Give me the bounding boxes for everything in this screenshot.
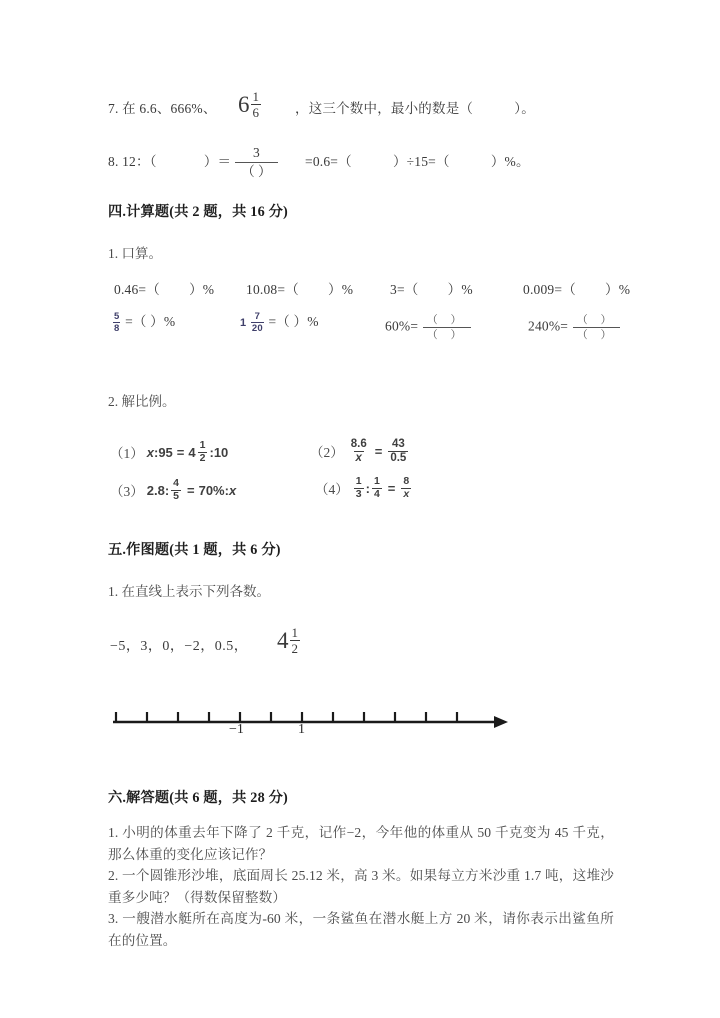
equals-sign: =	[187, 482, 195, 498]
mixed-denominator: 2	[291, 641, 298, 656]
q1-label: 口算。	[121, 246, 162, 261]
question-8-seg3: =0.6=（	[305, 154, 352, 169]
item-label: （2）	[310, 445, 344, 461]
blank-fraction	[423, 314, 471, 341]
equals-sign: =	[387, 480, 396, 496]
fraction-numerator: 1	[355, 475, 362, 487]
question-7-number: 7.	[108, 101, 119, 116]
item-label: （3）	[110, 484, 144, 500]
percent-label: 60%	[385, 318, 411, 334]
number-list: −5，3，0，−2，0.5，	[110, 639, 249, 654]
equals-sign: =	[176, 444, 185, 460]
question-7-text-before: 在 6.6、666%、	[122, 101, 217, 116]
q2-label: 解比例。	[121, 394, 176, 409]
oral-calc-tail: =（ ）%	[125, 314, 176, 330]
oral-calc-expr: 0.46=（	[114, 282, 160, 297]
proportion-item-2	[310, 438, 410, 464]
number-line-ticks	[116, 712, 457, 722]
mixed-numerator: 1	[252, 89, 259, 104]
section-six-heading: 六.解答题(共 6 题，共 28 分)	[108, 790, 288, 806]
mixed-denominator: 6	[252, 105, 259, 120]
value-2-8: 2.8:	[146, 482, 170, 498]
section-four-q1-title	[108, 242, 162, 262]
mixed-fraction	[198, 440, 208, 464]
fraction-right	[388, 438, 408, 464]
proportion-item-1	[110, 440, 228, 464]
fraction-eight-over-x	[401, 476, 411, 500]
fraction-denominator: 0.5	[390, 452, 407, 465]
question-8-number: 8.	[108, 154, 119, 169]
fraction-denominator: 5	[173, 490, 179, 503]
fraction-one-fourth	[372, 476, 382, 500]
question-8-seg2: ）＝	[203, 154, 232, 169]
oral-calc-item-1	[114, 280, 214, 300]
oral-calc-item-5	[112, 312, 175, 334]
fraction-denominator: x	[403, 488, 410, 501]
mixed-whole: 1	[240, 317, 247, 330]
number-line-label-one: 1	[298, 722, 305, 737]
number-line-arrow-icon	[494, 716, 508, 728]
question-7-mixed-number	[238, 90, 262, 119]
number-line-diagram	[108, 700, 508, 755]
question-8-seg1: 12：（	[122, 154, 157, 169]
oral-calc-item-8	[528, 314, 620, 341]
fraction-denominator: （ ）	[573, 327, 621, 341]
equals-sign: =	[410, 318, 419, 334]
oral-calc-tail: ）%	[605, 282, 631, 297]
fraction-denominator: （ ）	[235, 162, 277, 180]
fraction-numerator: （ ）	[576, 314, 617, 326]
fraction-numerator: 7	[254, 311, 261, 322]
ratio-colon: :	[153, 444, 159, 460]
value-70-percent: 70%:	[198, 482, 229, 498]
oral-calc-item-6	[240, 312, 319, 334]
number-list-mixed-number	[277, 626, 301, 655]
proportion-item-3	[110, 478, 236, 502]
fraction-denominator: 8	[114, 322, 120, 334]
section-six-question-1: 1. 小明的体重去年下降了 2 千克，记作−2，今年他的体重从 50 千克变为 45 千克，那么体重的变化应该记作？	[108, 825, 614, 862]
section-four-q2-title	[108, 390, 176, 410]
mixed-fraction	[290, 626, 301, 655]
oral-calc-tail: =（ ）%	[268, 314, 319, 330]
question-7-part-b	[295, 99, 535, 119]
oral-calc-tail: ）%	[189, 282, 215, 297]
fraction-numerator: 1	[199, 439, 206, 451]
oral-calc-expr: 0.009=（	[523, 282, 576, 297]
oral-calc-expr: 10.08=（	[246, 282, 299, 297]
oral-calc-expr: 3=（	[390, 282, 419, 297]
question-7-text-end: ）。	[514, 101, 535, 116]
question-8-seg4: ）÷15=（	[392, 154, 450, 169]
percent-label: 240%	[528, 318, 561, 334]
fraction-denominator: 2	[199, 452, 206, 465]
ratio-colon: :	[365, 480, 370, 496]
oral-calc-tail: ）%	[447, 282, 473, 297]
equals-sign: =	[374, 443, 383, 459]
variable-x: x	[146, 444, 154, 460]
fraction-numerator: 3	[253, 145, 260, 160]
proportion-item-4	[315, 476, 413, 500]
fraction-denominator: 20	[251, 322, 263, 334]
question-7-text-after: ，这三个数中，最小的数是（	[295, 101, 474, 116]
ratio-colon: :	[209, 444, 214, 460]
oral-calc-tail: ）%	[328, 282, 354, 297]
q1-label: 在直线上表示下列各数。	[121, 584, 270, 599]
fraction-numerator: 43	[391, 438, 405, 450]
blank-fraction	[573, 314, 621, 341]
q2-number: 2.	[108, 394, 119, 409]
fraction-denominator: 3	[355, 488, 362, 501]
fraction-denominator: x	[355, 452, 362, 465]
number-line-label-minus-one: −1	[229, 722, 244, 737]
q1-number: 1.	[108, 246, 119, 261]
question-7-part-a	[108, 99, 217, 119]
fraction-denominator: （ ）	[423, 327, 471, 341]
question-8-part-b	[305, 152, 530, 172]
section-four-heading: 四.计算题(共 2 题，共 16 分)	[108, 204, 288, 220]
fraction-numerator: 8	[403, 475, 410, 487]
fraction-left	[349, 438, 369, 464]
q1-number: 1.	[108, 584, 119, 599]
question-8-fraction	[231, 145, 282, 179]
question-8-seg5: ）%。	[490, 154, 530, 169]
mixed-whole: 6	[238, 92, 250, 117]
fraction-numerator: 1	[373, 475, 380, 487]
oral-calc-item-4	[523, 280, 630, 300]
equals-sign: =	[560, 318, 569, 334]
fraction-numerator: 8.6	[350, 438, 367, 450]
section-five-heading: 五.作图题(共 1 题，共 6 分)	[108, 542, 281, 558]
mixed-whole: 4	[277, 628, 289, 653]
mixed-whole: 4	[188, 444, 196, 460]
fraction-seven-twentieths	[251, 312, 264, 334]
variable-x: x	[228, 482, 237, 498]
oral-calc-item-7	[385, 314, 471, 341]
mixed-numerator: 1	[291, 625, 298, 640]
value-10: 10	[213, 444, 229, 460]
fraction-denominator: 4	[373, 488, 380, 501]
number-line-svg	[108, 700, 508, 750]
fraction-numerator: 4	[173, 477, 179, 489]
oral-calc-item-2	[246, 280, 353, 300]
oral-calc-item-3	[390, 280, 473, 300]
fraction-numerator: （ ）	[426, 314, 467, 326]
value-95: 95	[158, 444, 173, 460]
item-label: （1）	[110, 446, 144, 462]
fraction-five-eighths	[113, 312, 120, 334]
question-8-part-a	[108, 152, 231, 172]
section-five-q1-title	[108, 580, 270, 600]
fraction-four-fifths	[171, 478, 181, 502]
section-six-question-3: 3. 一艘潜水艇所在高度为-60 米，一条鲨鱼在潜水艇上方 20 米，请你表示出鲨鱼所在的位置。	[108, 911, 614, 948]
fraction-one-third	[354, 476, 364, 500]
section-six-question-2: 2. 一个圆锥形沙堆，底面周长 25.12 米，高 3 米。如果每立方米沙重 1.7 吨，这堆沙重多少吨？（得数保留整数）	[108, 868, 614, 905]
item-label: （4）	[315, 482, 349, 498]
mixed-fraction	[251, 90, 262, 119]
fraction-numerator: 5	[114, 311, 120, 322]
